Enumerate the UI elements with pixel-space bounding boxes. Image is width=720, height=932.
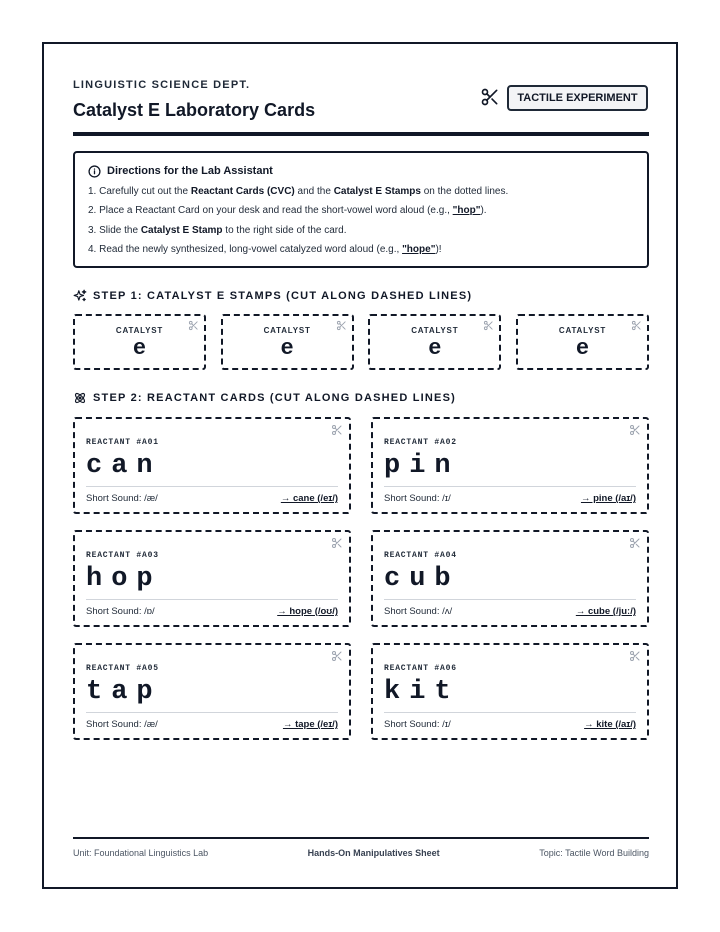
header-divider — [73, 132, 649, 136]
long-word: → cube (/juː/) — [575, 606, 636, 617]
footer-divider — [73, 837, 649, 839]
card-id: REACTANT #A02 — [384, 438, 457, 447]
card-divider — [384, 599, 636, 600]
scissors-icon — [631, 320, 642, 331]
footer-unit: Unit: Foundational Linguistics Lab — [73, 848, 209, 858]
scissors-icon — [483, 320, 494, 331]
reactant-card[interactable] — [371, 417, 649, 514]
long-word: → pine (/aɪ/) — [580, 493, 636, 504]
card-divider — [86, 486, 338, 487]
stamp-label: CATALYST — [263, 326, 311, 335]
reactant-card[interactable] — [371, 643, 649, 740]
card-id: REACTANT #A05 — [86, 664, 159, 673]
card-word: kit — [384, 677, 460, 707]
reactant-card-grid — [73, 417, 649, 740]
reactant-card[interactable] — [371, 530, 649, 627]
card-id: REACTANT #A06 — [384, 664, 457, 673]
stamp-label: CATALYST — [115, 326, 164, 335]
short-sound: Short Sound: /ɪ/ — [384, 719, 451, 730]
long-word: → kite (/aɪ/) — [584, 719, 636, 730]
card-id: REACTANT #A03 — [86, 551, 159, 560]
department-label: LINGUISTIC SCIENCE DEPT. — [73, 79, 251, 91]
footer-topic: Topic: Tactile Word Building — [539, 848, 649, 858]
step1-title: STEP 1: CATALYST E STAMPS (CUT ALONG DASHED LINES) — [93, 290, 473, 302]
card-divider — [86, 712, 338, 713]
stamp-letter: e — [132, 336, 147, 361]
scissors-icon — [629, 424, 641, 436]
card-divider — [384, 712, 636, 713]
reactant-card[interactable] — [73, 643, 351, 740]
direction-step-1: 1. Carefully cut out the Reactant Cards (CVC) and the Catalyst E Stamps on the dotted lines. — [88, 185, 509, 197]
stamp-letter: e — [575, 336, 590, 361]
card-id: REACTANT #A01 — [86, 438, 159, 447]
scissors-icon — [629, 537, 641, 549]
directions-heading — [88, 163, 634, 179]
scissors-icon — [629, 650, 641, 662]
short-sound: Short Sound: /ɪ/ — [384, 493, 451, 504]
stamp-letter: e — [280, 336, 294, 361]
catalyst-stamp[interactable] — [221, 314, 354, 370]
sparkle-icon — [73, 289, 87, 303]
step2-title: STEP 2: REACTANT CARDS (CUT ALONG DASHED LINES) — [93, 392, 456, 404]
catalyst-stamp[interactable] — [516, 314, 649, 370]
short-sound: Short Sound: /æ/ — [86, 493, 158, 504]
stamp-label: CATALYST — [411, 326, 459, 335]
card-word: pin — [384, 451, 460, 481]
info-icon — [88, 165, 101, 178]
stamp-label: CATALYST — [558, 326, 607, 335]
card-word: tap — [86, 677, 162, 707]
stamp-letter: e — [428, 336, 442, 361]
card-word: can — [86, 451, 162, 481]
long-word: → hope (/oʊ/) — [277, 606, 338, 617]
directions-title: Directions for the Lab Assistant — [107, 165, 273, 177]
catalyst-stamp[interactable] — [368, 314, 501, 370]
scissors-icon — [480, 87, 500, 107]
step2-heading — [73, 391, 456, 405]
worksheet-page — [42, 42, 678, 889]
page-title: Catalyst E Laboratory Cards — [73, 100, 316, 120]
experiment-badge: TACTILE EXPERIMENT — [507, 85, 648, 111]
direction-step-4: 4. Read the newly synthesized, long-vowel catalyzed word aloud (e.g., "hope")! — [88, 244, 442, 255]
step1-heading — [73, 289, 472, 303]
reactant-card[interactable] — [73, 530, 351, 627]
reactant-card[interactable] — [73, 417, 351, 514]
directions-box — [73, 151, 649, 268]
short-sound: Short Sound: /æ/ — [86, 719, 158, 730]
long-word: → tape (/eɪ/) — [282, 719, 338, 730]
card-divider — [86, 599, 338, 600]
short-sound: Short Sound: /ɒ/ — [86, 606, 155, 617]
scissors-icon — [331, 537, 343, 549]
long-word: → cane (/eɪ/) — [280, 493, 338, 504]
scissors-icon — [331, 424, 343, 436]
scissors-icon — [336, 320, 347, 331]
direction-step-2: 2. Place a Reactant Card on your desk and read the short-vowel word aloud (e.g., "hop"). — [88, 205, 487, 216]
footer — [73, 848, 649, 858]
scissors-icon — [188, 320, 199, 331]
stamp-row — [73, 314, 649, 370]
atom-icon — [73, 391, 87, 405]
card-id: REACTANT #A04 — [384, 551, 457, 560]
direction-step-3: 3. Slide the Catalyst E Stamp to the right side of the card. — [88, 224, 347, 236]
catalyst-stamp[interactable] — [73, 314, 206, 370]
scissors-icon — [331, 650, 343, 662]
footer-sheet-type: Hands-On Manipulatives Sheet — [307, 848, 440, 858]
card-word: cub — [384, 564, 460, 594]
card-divider — [384, 486, 636, 487]
card-word: hop — [86, 564, 162, 594]
short-sound: Short Sound: /ʌ/ — [384, 606, 453, 617]
